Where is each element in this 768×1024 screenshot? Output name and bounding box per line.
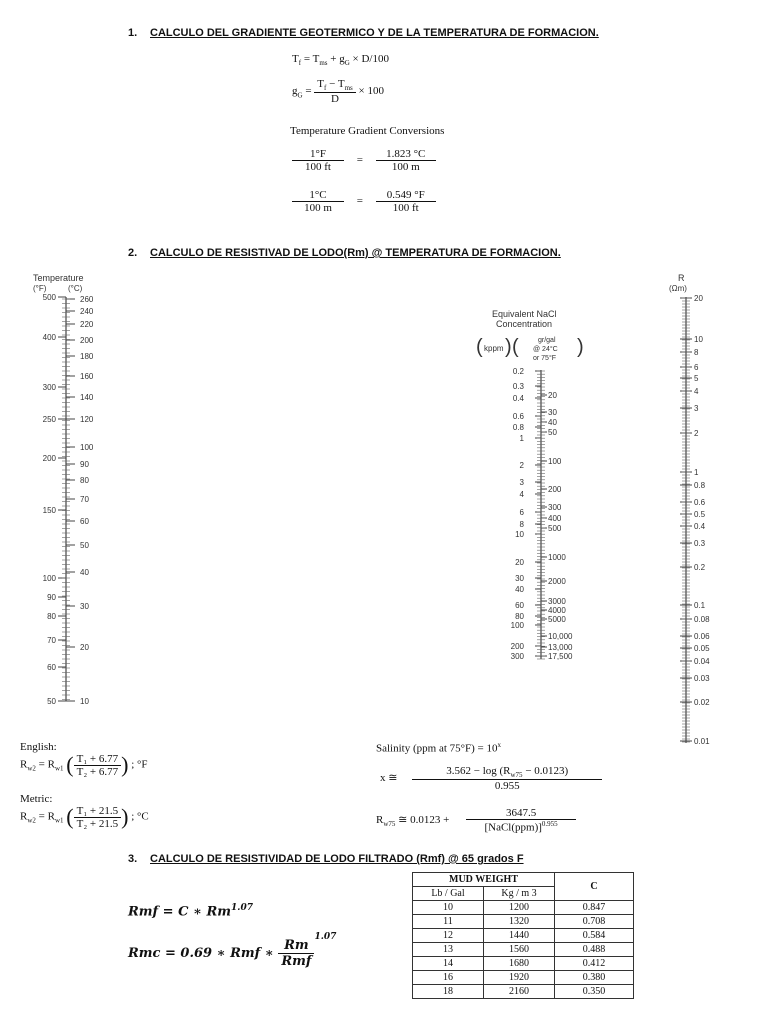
table-cell-kg: 1680 xyxy=(484,957,555,971)
mud-weight-table xyxy=(412,872,634,999)
r-tick-label: 20 xyxy=(694,294,703,303)
nacl-kppm-label: kppm xyxy=(484,344,504,353)
table-cell-lb: 13 xyxy=(413,943,484,957)
r-tick-label: 5 xyxy=(694,374,699,383)
table-cell-kg: 1920 xyxy=(484,971,555,985)
table-cell-lb: 10 xyxy=(413,901,484,915)
r-tick-label: 4 xyxy=(694,387,699,396)
r-tick-label: 2 xyxy=(694,429,699,438)
table-cell-c: 0.380 xyxy=(555,971,634,985)
salinity-formula: Salinity (ppm at $75^\circ F) = 10^x$ xyxy=(376,741,502,755)
nacl-ticks xyxy=(511,367,573,661)
r-tick-label: 0.06 xyxy=(694,632,710,641)
grgal-tick-label: 1000 xyxy=(548,553,566,562)
nacl-grgal-2: @ 24°C xyxy=(533,346,558,353)
c-tick-label: 20 xyxy=(80,643,89,652)
temp-c-units: (°C) xyxy=(68,284,83,293)
r-ticks xyxy=(680,294,710,745)
section-2-heading xyxy=(128,247,561,259)
rmf-equation: Rmf = C ∗ $Rm^{1.07}$ xyxy=(128,903,253,920)
kppm-tick-label: 2 xyxy=(519,461,524,470)
section-3-number: 3. xyxy=(128,853,138,865)
temp-ticks xyxy=(43,293,94,706)
table-row xyxy=(413,957,634,971)
c-tick-label: 180 xyxy=(80,352,94,361)
c-tick-label: 240 xyxy=(80,307,94,316)
kppm-tick-label: 40 xyxy=(515,585,524,594)
c-tick-label: 40 xyxy=(80,568,89,577)
gradient-equation: $g_G$ = $\frac{T_f - T_{ms}}{D}$ × 100 xyxy=(292,78,384,106)
table-row xyxy=(413,985,634,999)
grgal-tick-label: 13,000 xyxy=(548,643,573,652)
c-tick-label: 80 xyxy=(80,476,89,485)
r-tick-label: 6 xyxy=(694,363,699,372)
grgal-tick-label: 5000 xyxy=(548,615,566,624)
grgal-tick-label: 20 xyxy=(548,391,557,400)
formation-temp-equation: $T_f = T_{ms} + g_G \times D/100$ xyxy=(292,53,389,68)
grgal-tick-label: 30 xyxy=(548,408,557,417)
f-tick-label: 70 xyxy=(47,636,56,645)
grgal-tick-label: 4000 xyxy=(548,606,566,615)
f-tick-label: 100 xyxy=(42,574,56,583)
grgal-tick-label: 50 xyxy=(548,428,557,437)
table-cell-c: 0.412 xyxy=(555,957,634,971)
f-tick-label: 50 xyxy=(47,697,56,706)
nacl-grgal-3: or 75°F xyxy=(533,355,557,362)
paren-l1: ( xyxy=(476,336,483,358)
f-tick-label: 200 xyxy=(42,454,56,463)
paren-r2: ) xyxy=(577,336,584,358)
paren-l2: ( xyxy=(512,336,519,358)
table-cell-lb: 14 xyxy=(413,957,484,971)
r-tick-label: 10 xyxy=(694,335,703,344)
table-row xyxy=(413,971,634,985)
r-tick-label: 0.4 xyxy=(694,522,706,531)
table-cell-c: 0.350 xyxy=(555,985,634,999)
mud-weight-header: MUD WEIGHT xyxy=(413,873,555,887)
kppm-tick-label: 3 xyxy=(519,478,524,487)
kppm-tick-label: 20 xyxy=(515,558,524,567)
r-tick-label: 0.01 xyxy=(694,737,710,745)
grgal-tick-label: 3000 xyxy=(548,597,566,606)
table-row xyxy=(413,929,634,943)
grgal-tick-label: 300 xyxy=(548,503,562,512)
f-tick-label: 150 xyxy=(42,506,56,515)
mud-table-body xyxy=(413,901,634,999)
f-tick-label: 250 xyxy=(42,415,56,424)
grgal-tick-label: 40 xyxy=(548,418,557,427)
table-cell-kg: 1440 xyxy=(484,929,555,943)
r-tick-label: 0.5 xyxy=(694,510,706,519)
c-tick-label: 60 xyxy=(80,517,89,526)
f-tick-label: 90 xyxy=(47,593,56,602)
kppm-tick-label: 300 xyxy=(510,652,524,661)
c-tick-label: 10 xyxy=(80,697,89,706)
kppm-tick-label: 0.6 xyxy=(512,412,524,421)
f-tick-label: 500 xyxy=(42,293,56,302)
table-cell-c: 0.847 xyxy=(555,901,634,915)
r-tick-label: 0.2 xyxy=(694,563,706,572)
r-tick-label: 0.03 xyxy=(694,674,710,683)
kppm-tick-label: 0.8 xyxy=(512,423,524,432)
rw75-formula: $R_{w75}$ ≅ 0.0123 + $\frac{3647.5}{[NaCl(ppm)]^{0.955}}$ xyxy=(376,807,576,834)
c-tick-label: 30 xyxy=(80,602,89,611)
c-tick-label: 160 xyxy=(80,372,94,381)
lb-gal-header: Lb / Gal xyxy=(413,887,484,901)
kppm-tick-label: 8 xyxy=(519,520,524,529)
table-cell-c: 0.708 xyxy=(555,915,634,929)
paren-r1: ) xyxy=(505,336,512,358)
r-tick-label: 0.6 xyxy=(694,498,706,507)
temp-f-units: (°F) xyxy=(33,284,47,293)
english-label: English: xyxy=(20,741,57,753)
c-tick-label: 100 xyxy=(80,443,94,452)
table-row xyxy=(413,943,634,957)
kppm-tick-label: 1 xyxy=(519,434,524,443)
conversion-f-to-c: $\frac{1^\circ F}{100 ft}$ = $\frac{1.823 ^\circ C}{100 m}$ xyxy=(292,148,436,173)
r-tick-label: 0.05 xyxy=(694,644,710,653)
f-tick-label: 80 xyxy=(47,612,56,621)
c-tick-label: 260 xyxy=(80,295,94,304)
grgal-tick-label: 2000 xyxy=(548,577,566,586)
section-2-title: CALCULO DE RESISTIVAD DE LODO(Rm) @ TEMPERATURA DE FORMACION. xyxy=(150,247,561,259)
kppm-tick-label: 60 xyxy=(515,601,524,610)
r-tick-label: 3 xyxy=(694,404,699,413)
table-cell-lb: 12 xyxy=(413,929,484,943)
f-tick-label: 60 xyxy=(47,663,56,672)
nacl-title-2: Concentration xyxy=(496,319,553,329)
section-2-number: 2. xyxy=(128,247,138,259)
metric-formula: $R_{w2} = R_{w1}$ ( $\frac{\text{T₁ + 21.5}}{\text{T₂ + 21.5}}$ ) ; °C xyxy=(20,804,149,830)
r-tick-label: 0.08 xyxy=(694,615,710,624)
c-tick-label: 140 xyxy=(80,393,94,402)
c-tick-label: 50 xyxy=(80,541,89,550)
kppm-tick-label: 0.4 xyxy=(512,394,524,403)
nacl-grgal-1: gr/gal xyxy=(538,337,556,344)
kppm-tick-label: 6 xyxy=(519,508,524,517)
metric-label: Metric: xyxy=(20,793,53,805)
table-row xyxy=(413,915,634,929)
grgal-tick-label: 500 xyxy=(548,524,562,533)
r-tick-label: 0.04 xyxy=(694,657,710,666)
temp-scale-title: Temperature xyxy=(33,273,84,283)
english-formula: $R_{w2} = R_{w1}$ ( $\frac{\text{T₁ + 6.77}}{\text{T₂ + 6.77}}$ ) ; °F xyxy=(20,752,148,778)
kppm-tick-label: 30 xyxy=(515,574,524,583)
c-tick-label: 90 xyxy=(80,460,89,469)
section-1-number: 1. xyxy=(128,27,138,39)
kppm-tick-label: 10 xyxy=(515,530,524,539)
grgal-tick-label: 17,500 xyxy=(548,652,573,661)
r-tick-label: 0.8 xyxy=(694,481,706,490)
kppm-tick-label: 100 xyxy=(510,621,524,630)
c-header: C xyxy=(555,873,634,901)
r-tick-label: 0.02 xyxy=(694,698,710,707)
table-cell-c: 0.488 xyxy=(555,943,634,957)
c-tick-label: 220 xyxy=(80,320,94,329)
table-cell-c: 0.584 xyxy=(555,929,634,943)
section-1-title: CALCULO DEL GRADIENTE GEOTERMICO Y DE LA TEMPERATURA DE FORMACION. xyxy=(150,27,599,39)
conversion-title: Temperature Gradient Conversions xyxy=(290,125,445,137)
section-1-heading xyxy=(128,27,599,39)
r-tick-label: 1 xyxy=(694,468,699,477)
c-tick-label: 200 xyxy=(80,336,94,345)
c-tick-label: 70 xyxy=(80,495,89,504)
kppm-tick-label: 0.3 xyxy=(512,382,524,391)
table-cell-lb: 11 xyxy=(413,915,484,929)
r-scale-units: (Ωm) xyxy=(669,284,687,293)
conversion-c-to-f: $\frac{1^\circ C}{100 m}$ = $\frac{0.549 ^\circ F}{100 ft}$ xyxy=(292,189,436,214)
rmc-equation: Rmc = 0.69 ∗ Rmf ∗ $\frac{Rm}{\text{Rmf}}$ $^{1.07}$ xyxy=(128,932,337,969)
resistivity-nomogram xyxy=(0,265,768,745)
f-tick-label: 400 xyxy=(42,333,56,342)
x-formula: x ≅ $\frac{3.562 - \log (R_{w75} - 0.0123)}{0.955}$ xyxy=(380,765,602,792)
table-cell-lb: 18 xyxy=(413,985,484,999)
table-cell-kg: 2160 xyxy=(484,985,555,999)
kppm-tick-label: 0.2 xyxy=(512,367,524,376)
r-tick-label: 8 xyxy=(694,348,699,357)
nacl-title-1: Equivalent NaCl xyxy=(492,309,557,319)
table-cell-kg: 1560 xyxy=(484,943,555,957)
table-row xyxy=(413,901,634,915)
r-tick-label: 0.1 xyxy=(694,601,706,610)
kppm-tick-label: 200 xyxy=(510,642,524,651)
f-tick-label: 300 xyxy=(42,383,56,392)
kppm-tick-label: 80 xyxy=(515,612,524,621)
section-3-heading xyxy=(128,853,524,865)
grgal-tick-label: 400 xyxy=(548,514,562,523)
r-scale-title: R xyxy=(678,273,685,283)
grgal-tick-label: 10,000 xyxy=(548,632,573,641)
table-cell-lb: 16 xyxy=(413,971,484,985)
r-tick-label: 0.3 xyxy=(694,539,706,548)
grgal-tick-label: 200 xyxy=(548,485,562,494)
grgal-tick-label: 100 xyxy=(548,457,562,466)
table-cell-kg: 1200 xyxy=(484,901,555,915)
section-3-title: CALCULO DE RESISTIVIDAD DE LODO FILTRADO (Rmf) @ 65 grados F xyxy=(150,853,524,865)
table-cell-kg: 1320 xyxy=(484,915,555,929)
kppm-tick-label: 4 xyxy=(519,490,524,499)
kg-m3-header: Kg / m 3 xyxy=(484,887,555,901)
c-tick-label: 120 xyxy=(80,415,94,424)
